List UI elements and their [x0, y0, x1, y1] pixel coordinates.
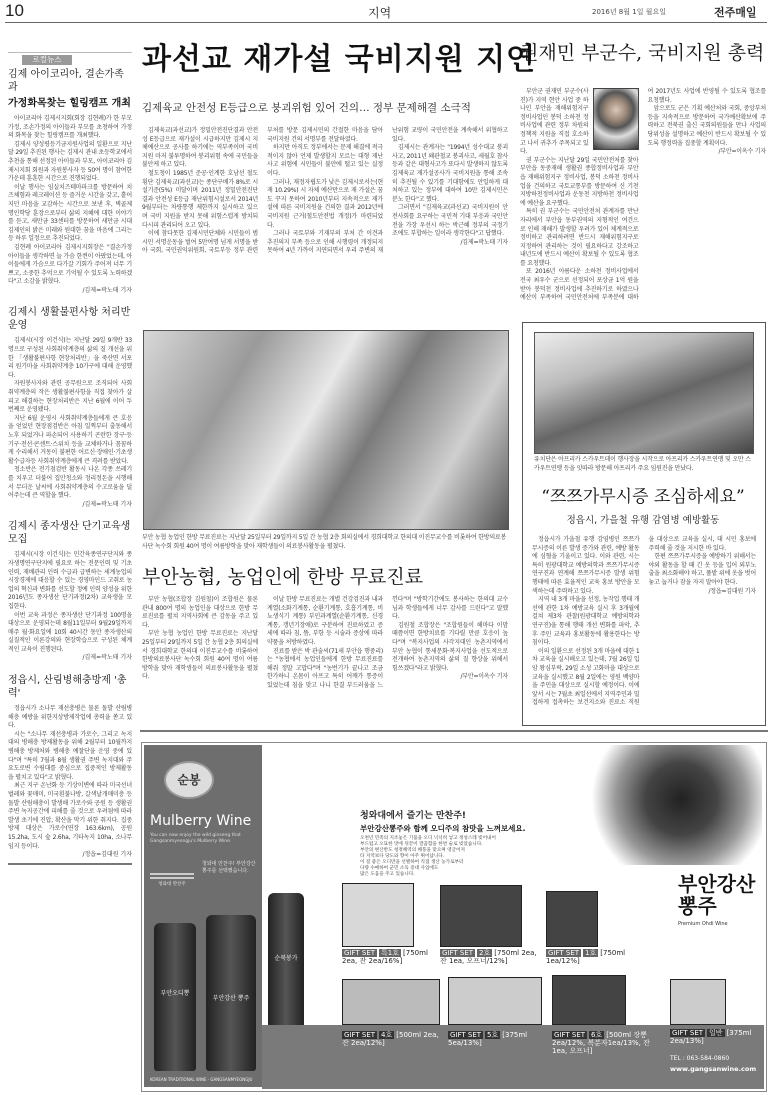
byline: /김제=곽노태 기자 [460, 238, 508, 246]
boxed-article-body [532, 536, 756, 720]
article-left-1 [8, 68, 132, 295]
bottle-label: 부안오디뽕 [160, 990, 190, 997]
gift-set-label: GIFT SET 특1호 [750ml 2ea, 잔 2ea/16%] [342, 949, 428, 965]
paragraph: 이의 일환으로 선정된 3개 마을에 대한 1차 교육을 실시해오고 있는데, 7월 26일 입암 왕심부락, 29일 소성 고화마을 대상으로 교육을 실시했고 8월 2일에는 영원 백양마을 주민을 대상으로 실시할 예정이다. 이에 앞서 시는 7월초 최일선에서 지역주민과 밀접하게 접촉하는 보건지소와 진료소 직원을 대상으로 교육을 실시, 대 시민 홍보에 주력해 줄 것을 지시한 바 있다. [532, 536, 756, 707]
gift-set-box [552, 975, 626, 1025]
photo-caption: 부안 농협 농업인 한방 무료진료는 지난달 25일부터 29일까지 5일 간 농협 2층 회의실에서 경희대학교 한의대 이진무교수를 비롯하여 한방의료봉사단 녹수회 회원 40여 명이 여름방학을 맞아 재학생들이 의료봉사활동을 펼쳤다. [142, 534, 507, 550]
paragraph: 아이코리아 김제시지회(회장 김현례)가 한 부모 가정, 조손가정의 아이들과 부모를 초청하여 가정의 화목을 찾는 힐링캠프를 개최했다. [8, 115, 132, 140]
right-paragraphs [520, 88, 766, 310]
gift-set-box [440, 885, 522, 947]
paragraph: 정읍시가 가을철 유행 감염병인 쯔쯔가무시증의 이른 발생 증가와 관련, 예방 활동에 심혈을 기울이고 있다. 이와 관련, 시는 특히 원광대학교 예방의학과 쯔쯔가무시증 연구진과 연계해 쯔쯔가무시증 발생 위험 행태에 따른 효율적인 교육 홍보 방안을 모색하는데 주력하고 있다. [532, 536, 640, 595]
article-body [8, 551, 132, 654]
gift-set-box [448, 977, 542, 1025]
paragraph: 지역 내 3개 마을을 선정, 농작업 행태 개선에 관한 1차 예방교육 실시 후 3개월에 걸쳐 제3차 관찰(원광대학교 예방의학과 연구진)을 통해 행태 개선 변화를 파악, 추후 주민 교육과 홍보활동에 활용한다는 방침이다. [532, 596, 640, 647]
gift-set-label: GIFT SET 6호 [500ml 장뽕2ea/12%, 복분자1ea/13%, 잔 1ea, 오프너] [552, 1031, 650, 1055]
paragraph: 최근 지구 온난화 등 기상이변에 따라 미국선녀벌레와 꽃매미, 미국흰불나방, 갈색날개매미충 등 돌발 산림해충이 발생해 가로수와 공원 등 생활권 주변 녹지공간에 피해를 줄 것으로 우려됨에 따라 발생 초기에 진압, 확산을 막기 위한 취지다. 집중방제 대상은 가로수(연장 163.6km), 공원 15.2ha, 도시 숲 2.6ha, 기타녹지 10ha, 소나무 임지 등이다. [8, 782, 132, 850]
byline: /김제=곽노태 기자 [82, 500, 132, 508]
seal-text: 청와대 만찬주! 부안강산뽕주를 선택했습니다. [202, 861, 256, 874]
boxed-subheadline: 정읍시, 가을철 유행 감염병 예방활동 [566, 515, 720, 526]
paragraph: 부안 농협 농업인 한방 무료진료는 지난달 25일부터 29일까지 5일 간 농협 2층 회의실에서 경희대학교 한의대 이진무교수를 비롯하여 한방의료봉사단 녹수회 회원 40여 명이 여름방학을 맞아 재학생들이 의료봉사활동을 펼쳤다. [142, 630, 258, 681]
paragraph: 부안군 권재민 부군수(사진)가 지역 현안 사업 중 하나인 부안읍 재해위험지구 정비사업인 봉덕 소하천 정비사업에 관련 정부 차원의 정책적 지원을 직접 호소하고 나서 귀추가 주목되고 있다. [520, 88, 589, 156]
mascot-logo: 순봉 [164, 761, 214, 799]
section-name: 지역 [368, 6, 392, 20]
ad-body-line: 타 지역보다 당도와 향이 아주 뛰어납니다. [360, 854, 445, 859]
byline: /김제=곽노태 기자 [82, 654, 132, 662]
gift-set-label: GIFT SET 4호 [500ml 2ea, 잔 2ea/12%] [342, 1031, 439, 1047]
section-rule [140, 730, 768, 732]
article-title: 김제시 생활불편사항 처리반 운영 [8, 307, 131, 332]
scout-photo [534, 332, 754, 454]
gift-set-box [342, 979, 440, 1025]
gift-set-box [670, 979, 726, 1025]
photo-caption: 유치단은 아프리카 스카우트데이 행사장을 시작으로 아프리카 스카우트연맹 및 오만 스카우트연맹 등을 잇따라 방문해 아프리카 주요 임원진을 만났다. [534, 456, 751, 472]
paragraph: 김원철 조합장은 "조합원들이 해마다 이맘때쯤이면 한방치료를 기다릴 만큼 호응이 높다"며 "복지사업의 사각지대인 농촌지역에서 부안 농협이 통세문화·복지사업을 선도적으로 전개하여 농촌지역의 삶의 질 향상을 위해서 힘쓰겠다"라고 밝혔다. [392, 621, 508, 672]
article-body [8, 337, 132, 500]
paragraph: 정읍시가 소나무 재선충병은 물론 돌발 산림병해충 예방을 위한지상방제작업에 총력을 쏟고 있다. [8, 705, 132, 730]
ad-body-line: 오천년 민족의 지조놓은 기품을 오디 넉넉히 넣고 정성스레 빚어내어 [360, 836, 496, 841]
byline: /부안=이옥수 기자 [718, 148, 766, 156]
byline: /부안=이옥수 기자 [460, 673, 508, 681]
wine-bottle [154, 923, 196, 1071]
paragraph: 특히 권 부군수는 국민안전처 관계자를 만난 자리에서 부안읍 동부권역의 지형적인 여건으로 인해 재해가 발생할 우려가 있어 체계적으로 정비하고 관리하려면 반드시 재해위험지구로 지정하여 관리하는 것이 필요하다고 강조하고 내년도에 반드시 예산이 확보될 수 있도록 협조를 요청했다. [520, 208, 639, 267]
paragraph: 김제시(시장 이건식)는 지난달 29일 9개반 33명으로 구성된 사회취약계층의 삶의 질 개선을 위한 「생활불편사항 현장처리반」을 죽산면 서포리 원기마을 사회취약계층 10가구에 대해 운영했다. [8, 337, 132, 379]
clinic-photo [143, 330, 509, 530]
ad-subheadline: 부안강산뽕주와 함께 오디주의 참맛을 느껴보세요. [360, 824, 526, 833]
paragraph: 김제시(시장 이건식)는 민간육종연구단지와 종자생명연구단지에 필요로 하는 전문인력 및 기초인력, 재배관리 인력 수급과 급변하는 세계농업의 시장경제에 대응할 수 있는 경영마인드 고취로 농업의 혁신과 변화를 선도할 정예 인력 양성을 위한 2016년도 종자생산 단기과정(2차) 교육생을 모집한다. [8, 551, 132, 610]
paragraph: 자원봉사자와 관련 공무원으로 조직되어 사회취약계층의 작은 생활불편사항을 직접 찾아가 살피고 해결하는 현장처리반은 지난 6월에 이어 두 번째로 운영됐다. [8, 380, 132, 414]
paragraph: 청소반은 전기점검반 활동시 나온 각종 쓰레기를 치우고 더불어 집안청소와 정리정돈을 시행해서 무더운 날씨에 사회취약계층의 수고로움을 덜어주는데 큰 역할을 했다. [8, 466, 132, 500]
article-title: 정읍시, 산림병해충방제 '총력' [8, 675, 127, 700]
header-rule [5, 22, 767, 23]
paragraph: 한편 쯔쯔가무시증을 예방하기 위해서는 야외 활동을 할 때 긴 옷 등을 입어 외부노출을 최소화해야 하고, 풀밭 위에 옷을 벗어놓고 눕거나 잠을 자지 말아야 한다. [648, 553, 756, 586]
gift-set-box [342, 883, 414, 947]
byline: /정읍=김대원 기자 [708, 587, 756, 595]
official-portrait [593, 88, 639, 150]
article-title: 김제시 종자생산 단기교육생 모집 [8, 521, 131, 546]
paragraph: 김제시 양성평등기금지원사업의 일환으로 지난달 29일 추진된 행사는 김제시 관내 초등학교에서 추천을 통해 선정된 아이들과 부모, 아이코리아 김제시지회 회원과 자원봉사자 등 50여 명이 참여한 가운데 훈훈한 시간으로 진행되었다. [8, 140, 132, 183]
paragraph: 김제육교(과선교)가 정밀안전진단결과 안전성 E등급으로 재가설이 시급하지만 김제시 지체예산으로 공사를 하기에는 역부족이며 국비지원 마저 불투명하여 붕괴위험 속에 국민들을 불안케 하고 있다. [142, 127, 258, 169]
paragraph: 이번 교육 과정은 종자생산 단기과정 100명을 대상으로 운영되는데 8월11일부터 9월29일까지 매주 월·화요일에 10회 40시간 동안 종자생산의 실질적인 이론강의와 현장학습으로 구성된 체계적인 교육이 진행된다. [8, 611, 132, 653]
second-headline: 부안농협, 농업인에 한방 무료진료 [142, 566, 424, 588]
ad-footer-brand: KOREAN TRADITIONAL WINE · GANGSANMYEONGJU [150, 1077, 253, 1082]
brand-sub: Premium Ohdi Wine [678, 921, 728, 927]
right-article-body [520, 88, 766, 310]
bottle-label: 순북봉가 [274, 955, 298, 962]
ad-body-line: 부안의 변산반도 청정해역의 해풍을 맞으며 영글어져 [360, 848, 465, 853]
ad-brand-en: Mulberry Wine [150, 813, 252, 829]
local-news-label: 로컬뉴스 [8, 52, 132, 65]
paragraph: 이날 한방 무료진료는 개별 건강검진과 내과계열(소화기계통, 순환기계통, 호흡기계통, 비뇨생식기 계통) 부인과계열(순환기계통, 신경계통, 갱년기장애)로 구분하여 진료하였고 증세에 따라 침, 뜸, 부항 등 시술과 증상에 따라 약품을 처방하였다. [267, 596, 383, 646]
bottle-label: 부안강산 뽕주 [212, 995, 250, 1002]
article-left-4 [8, 674, 132, 860]
ad-headline: 청와대에서 즐기는 만찬주! [360, 811, 467, 821]
seal-label: 청와대 만찬주 [150, 873, 194, 887]
article-left-2 [8, 306, 132, 509]
ad-body-line: 많은 도움을 주고 있습니다. [360, 872, 415, 877]
issue-date: 2016년 8월 1일 월요일 [592, 8, 666, 16]
ad-body [360, 836, 496, 878]
second-article-body [142, 596, 508, 691]
ad-body-line: 이 질 좋은 오디만을 선별하여 직접 생산 농가로부터 [360, 860, 464, 865]
boxed-headline: “쯔쯔가무시증 조심하세요” [541, 487, 745, 507]
article-title: 가정화목찾는 힐링캠프 개최 [8, 98, 131, 109]
ad-tel: TEL : 063-584-0860 [670, 1055, 730, 1062]
gift-set-box [546, 891, 598, 947]
main-article-body [142, 127, 508, 256]
left-column [8, 68, 132, 865]
right-headline: 권재민 부군수, 국비지원 총력 [520, 42, 765, 64]
paragraph: 지난 6월 운영시 사회취약계층들에게 큰 호응을 얻었던 현장점검반은 아침 일찍부터 출동해서 노후 되었거나 파손되어 사용하기 곤란한 장구·등기구·전선·콘센트·스위치 등을 교체하거나 꼼꼼하게 수리해서 거동이 불편한 어르신·장애인·기초생활수급자등 사회취약계층에게 큰 격려를 받았다. [8, 414, 132, 465]
ad-body-line: 부드럽고 오묘한 맛에 뒤끝이 깔끔함을 한번 술로 빚었습니다. [360, 842, 483, 847]
mulberry-image [582, 745, 762, 865]
article-body [8, 115, 132, 287]
page-number: 10 [5, 1, 24, 20]
paragraph: 앞으로도 군은 기획 예산처와 국회, 중앙부처 등을 지속적으로 방문하여 국가예산확보에 주력하고 전북권 출신 국회의원들을 만나 사업의 당위성을 설명하고 예산이 반드시 확보될 수 있도록 행정력을 집중할 계획이다. [647, 105, 766, 147]
paragraph: 그러나, 재정자립도가 낮은 김제시로서는(현재 10.29%) 시 자체 예산만으로 재 가설은 꿈도 꾸지 못하여 2010년부터 지속적으로 재가설에 따른 국비지원을 건의한 결과 2012년에 국비지원 근거(철도안전법 개정)가 마련되었다. [267, 178, 383, 229]
article-left-3 [8, 520, 132, 663]
ad-website[interactable]: www.gangsanwine.com [670, 1065, 757, 1073]
paragraph: 또 2016년 아름다운 소하천 정비사업에서 전국 최우수 군으로 선정되어 포상금 1억 원을 받아 봉덕천 정비사업에 추진하기로 하였으나 예산이 부족하여 국민안전처에 부족분에 대하여 2017년도 사업에 반영될 수 있도록 협조를 요청했다. [520, 88, 766, 302]
byline: /정읍=김대원 기자 [82, 851, 132, 859]
brand-calligraphy: 부안강산 뽕주 [678, 872, 756, 918]
paragraph: 부안 농협(조합장 김원철)이 조합원은 물론 관내 800여 명의 농업인을 대상으로 한방 무료진료를 펼쳐 지역사회에 큰 감동을 주고 있다. [142, 596, 258, 629]
ad-tagline-en: You can now enjoy the wild ginseng that Gangsanmyeongju's Mulberry Wine. [150, 833, 241, 844]
ad-body-line: 다량 수매하여 군민 소득 증대 사업에도 [360, 866, 439, 871]
paragraph: 진료를 받은 박 관술씨(71세 부안읍 행중리)는 "농협에서 농업인들에게 한방 무료진료를 해줘 정말 고맙다"며 "농번기가 끝나고 조금 한가하니 온몸이 아프고 특히 어깨가 통증이 있었는데 침을 맞고 나니 한결 부드러움을 느낀다"며 "방학기간에도 봉사하는 한의대 교수님과 학생들에게 너무 감사를 드린다"고 말했다. [267, 596, 508, 689]
article-title: 김제 아이코리아, 결손가족과 [8, 69, 124, 93]
gift-set-label: GIFT SET 1호 [750ml 1ea/12%] [546, 949, 626, 965]
paragraph: 그러나 국토부와 기재부의 부처 간 이견과 추진의지 부족 등으로 인해 시행령이 개정되지 못하여 4년 가까이 지연되면서 우리 주변의 재난위험 교량이 국민안전을 계속해서 위협하고 있다. [267, 127, 508, 255]
paragraph: 이날 행사는 임실치즈테마파크를 방문하여 치즈체험과 레크레이션 등 즐거운 시간을 갖고, 흩어지던 마음을 교감하는 시간으로 보낸 후, 벽골제 명인학당 훈장으로부터 삶의 지혜에 대한 이야기를 듣고, 새만금 33센터를 방문하여 새만금 시대 김제인의 밝은 미래와 원대한 꿈을 마음에 그리는 등 하루 일정으로 추진되었다. [8, 183, 132, 243]
paragraph: 시는 "소나무 재선충병과 가로수, 그리고 녹지대의 병해충 방제활동을 위해 2월부터 10월까지 병해충 방제처와 병해충 예찰단을 운영 중에 있다"며 "특히 7월과 8월 생활권 주변 녹지대와 주요도로변 수림대를 중심으로 집중적인 방제활동을 펼치고 있다"고 밝혔다. [8, 730, 132, 781]
wine-advertisement [141, 742, 767, 1092]
main-headline: 과선교 재가설 국비지원 지연 [142, 42, 537, 77]
paragraph: 철도청이 1985년 준공·인계한 호남선 철도횡단 김제육교(과선교)는 종단구배가 8%로 시설기준(5%) 미달이며 2011년 정밀안전진단결과 안전성 E등급 재난위험시설로서 2014년 9월부터는 차량통행 제한까지 실시하고 있으며 국비 지원을 받지 못해 위험스럽게 방치되다시피 관리되어 오고 있다. [142, 169, 258, 229]
gift-set-label: GIFT SET 5호 [375ml 5ea/13%] [448, 1031, 528, 1047]
paragraph: 김현례 아이코리아 김제시지회장은 "결손가정 아이들을 생각하면 늘 가슴 한켠이 아팠었는데, 아이들에게 가슴으로 다가갈 기회가 주어져 너무 기쁘고, 소중한 추억으로 기억될 수 있도록 노력하겠다"고 소감을 밝혔다. [8, 243, 132, 286]
paragraph: 권 부군수는 지난달 29일 국민안전처를 찾아 부안읍 동중재해 생활권 종합정비사업과 부안읍 재해위험지구 정비사업, 봉덕 소하천 정비사업을 건의하고 국토교통부를 방문하여 신 기천 지방하천정비사업과 운동천 지방하천 정비사업에 예산을 요구했다. [520, 156, 639, 207]
paper-name: 전주매일 [714, 6, 757, 19]
gift-set-label: GIFT SET 일반 [375ml 2ea/13%] [670, 1029, 752, 1045]
paragraph: 그러면서 "김제육교(과선교) 국비지원이 안전사회를 요구하는 국민적 기대 부응과 국민안전을 가장 우선시 하는 박근혜 정부의 국정기조에도 부합하는 일이라 생각한다"고 답했다. [392, 204, 508, 238]
paragraph: 김제시는 관계자는 "1994년 성수대교 붕괴사고, 2011년 왜관철교 붕괴사고, 세월호 참사 등과 같은 대형사고가 또다시 발생하지 않도록 김제육교 재가설공사가 국비지원을 통해 조속히 추진될 수 있기를 기대함에도 안일하게 대처하고 있는 정부에 대하여 10만 김제시민은 분노 한다"고 했다. [392, 144, 508, 203]
byline: /김제=곽노태 기자 [82, 286, 132, 294]
gift-set-label: GIFT SET 2호 [750ml 2ea, 잔 1ea, 오프너/12%] [440, 949, 537, 965]
paragraph: 이에 참다못한 김제시민단체와 시민들이 범시민 서명운동을 벌여 5만여명 넘게 서명을 받아 국회, 국민권익위원회, 국토부등 정부 관련 부처를 방문 김제시민의 간절한 마음을 담아 국비지원 건의 서명부를 전달하였다. [142, 127, 383, 255]
main-subheadline: 김제육교 안전성 E등급으로 붕괴위험 있어 건의… 정부 문제해결 소극적 [142, 102, 471, 114]
paragraph: 하지만 아직도 정부에서는 문제 해결에 적극적이지 않아 언제 발생할지 모르는 대형 재난사고 위험에 시민들이 불안에 떨고 있는 실정이다. [267, 144, 383, 177]
article-body [8, 705, 132, 851]
